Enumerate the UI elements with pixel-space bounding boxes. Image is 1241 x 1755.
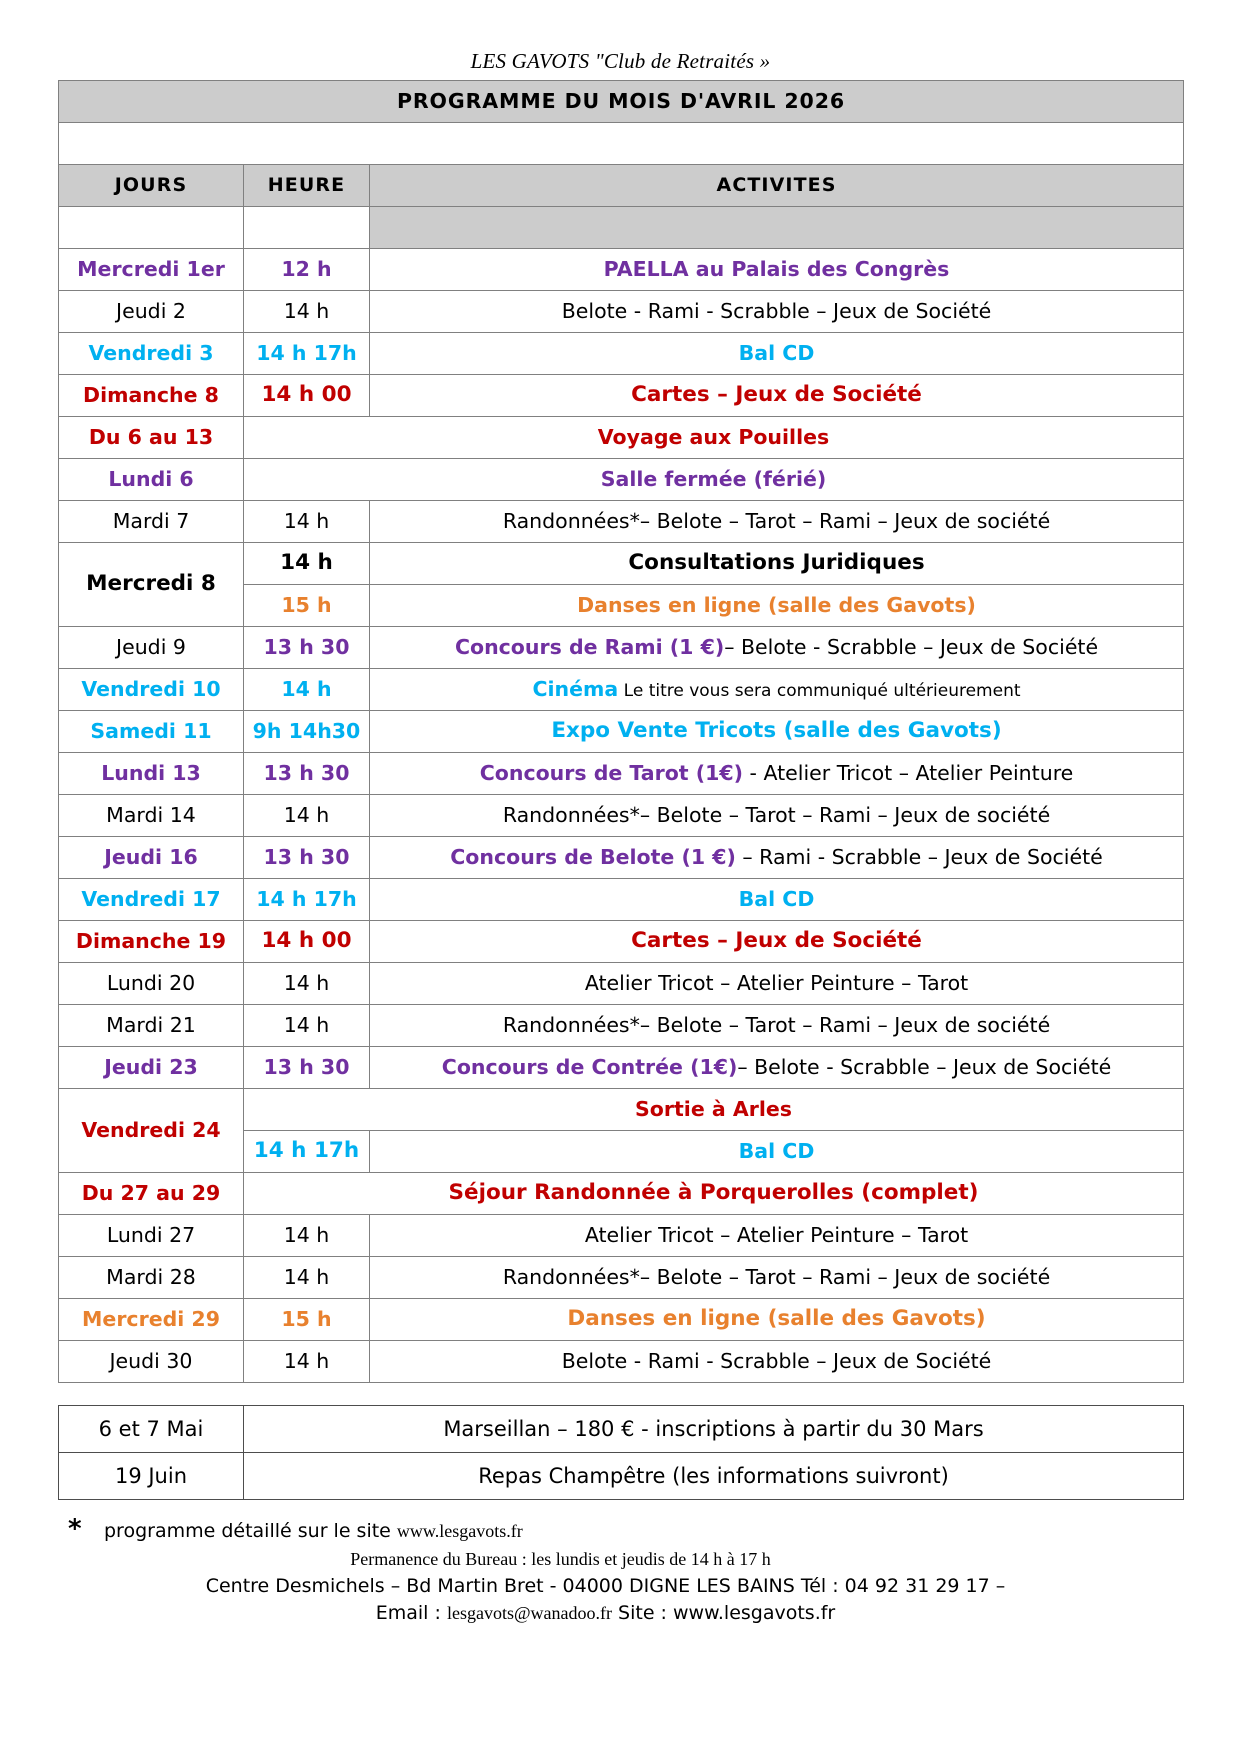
row-activity: Randonnées*– Belote – Tarot – Rami – Jeux de société [370, 795, 1184, 837]
row-activity: Danses en ligne (salle des Gavots) [370, 585, 1184, 627]
row-time: 14 h 00 [244, 375, 370, 417]
program-banner: PROGRAMME DU MOIS D'AVRIL 2026 [59, 81, 1184, 123]
banner-row [59, 81, 1184, 123]
row-activity: Atelier Tricot – Atelier Peinture – Tarot [370, 1215, 1184, 1257]
row-day: Jeudi 23 [59, 1047, 244, 1089]
footer-note-line [58, 1514, 1183, 1544]
row-activity: Danses en ligne (salle des Gavots) [370, 1299, 1184, 1341]
table-row [59, 1406, 1184, 1453]
row-activity: Cartes – Jeux de Société [370, 921, 1184, 963]
schedule-table [58, 80, 1184, 1383]
event-info: Marseillan – 180 € - inscriptions à partir du 30 Mars [244, 1406, 1184, 1453]
row-day: Jeudi 9 [59, 627, 244, 669]
table-row [59, 291, 1184, 333]
row-activity-rest: Le titre vous sera communiqué ultérieurement [618, 680, 1021, 701]
table-row [59, 711, 1184, 753]
row-activity [370, 837, 1184, 879]
footer-note-label: programme détaillé sur le site [104, 1520, 397, 1542]
row-activity-highlight: Concours de Tarot (1€) [479, 760, 744, 785]
table-row [59, 1089, 1184, 1131]
row-day: Mardi 28 [59, 1257, 244, 1299]
row-time: 14 h [244, 795, 370, 837]
table-row [59, 459, 1184, 501]
row-activity-rest: – Belote - Scrabble – Jeux de Société [724, 634, 1099, 659]
row-activity: Expo Vente Tricots (salle des Gavots) [370, 711, 1184, 753]
row-activity: Atelier Tricot – Atelier Peinture – Tarot [370, 963, 1184, 1005]
row-activity-rest: - Atelier Tricot – Atelier Peinture [743, 760, 1074, 785]
event-date: 6 et 7 Mai [59, 1406, 244, 1453]
row-time: 14 h [244, 1005, 370, 1047]
row-time: 14 h [244, 501, 370, 543]
table-row [59, 375, 1184, 417]
row-day: Mercredi 8 [59, 543, 244, 627]
row-activity: Sortie à Arles [244, 1089, 1184, 1131]
table-row [59, 837, 1184, 879]
row-activity: Belote - Rami - Scrabble – Jeux de Société [370, 291, 1184, 333]
asterisk-icon: * [68, 1514, 82, 1544]
table-row [59, 1173, 1184, 1215]
row-time: 14 h 17h [244, 879, 370, 921]
row-time: 12 h [244, 249, 370, 291]
row-activity: Salle fermée (férié) [244, 459, 1184, 501]
banner-spacer-row [59, 123, 1184, 165]
row-activity-highlight: Concours de Contrée (1€) [441, 1054, 738, 1079]
row-day: Vendredi 24 [59, 1089, 244, 1173]
header-activites: ACTIVITES [370, 165, 1184, 207]
schedule-table-wrap [0, 80, 1241, 1383]
row-day: Lundi 20 [59, 963, 244, 1005]
table-row [59, 963, 1184, 1005]
row-day: Mardi 14 [59, 795, 244, 837]
footer-site-url: www.lesgavots.fr [673, 1602, 836, 1624]
event-date: 19 Juin [59, 1453, 244, 1500]
row-day: Samedi 11 [59, 711, 244, 753]
footer [0, 1514, 1241, 1624]
table-row [59, 1299, 1184, 1341]
row-activity: Séjour Randonnée à Porquerolles (complet) [244, 1173, 1184, 1215]
row-day: Vendredi 17 [59, 879, 244, 921]
row-time: 15 h [244, 585, 370, 627]
row-time: 14 h [244, 963, 370, 1005]
table-row [59, 1047, 1184, 1089]
row-activity: Randonnées*– Belote – Tarot – Rami – Jeux de société [370, 501, 1184, 543]
footer-site-label: Site : [612, 1602, 673, 1624]
row-day: Mardi 21 [59, 1005, 244, 1047]
row-activity: Bal CD [370, 1131, 1184, 1173]
row-time: 14 h 00 [244, 921, 370, 963]
row-time: 14 h [244, 1257, 370, 1299]
table-row [59, 921, 1184, 963]
row-activity-highlight: Concours de Rami (1 €) [454, 634, 725, 659]
banner-spacer [59, 123, 1184, 165]
row-activity: PAELLA au Palais des Congrès [370, 249, 1184, 291]
table-row [59, 627, 1184, 669]
row-day: Mardi 7 [59, 501, 244, 543]
row-time: 13 h 30 [244, 837, 370, 879]
table-row [59, 1257, 1184, 1299]
row-activity: Bal CD [370, 879, 1184, 921]
column-header-pad-row [59, 207, 1184, 249]
upcoming-events-table-wrap [0, 1405, 1241, 1500]
header-pad-heure [244, 207, 370, 249]
row-activity [370, 753, 1184, 795]
row-day: Lundi 6 [59, 459, 244, 501]
row-time: 14 h [244, 543, 370, 585]
row-activity: Voyage aux Pouilles [244, 417, 1184, 459]
row-activity: Cartes – Jeux de Société [370, 375, 1184, 417]
row-day: Lundi 13 [59, 753, 244, 795]
row-activity: Bal CD [370, 333, 1184, 375]
row-time: 13 h 30 [244, 627, 370, 669]
table-row [59, 1341, 1184, 1383]
row-activity: Randonnées*– Belote – Tarot – Rami – Jeux de société [370, 1257, 1184, 1299]
header-heure: HEURE [244, 165, 370, 207]
row-activity: Belote - Rami - Scrabble – Jeux de Société [370, 1341, 1184, 1383]
row-activity-rest: – Rami - Scrabble – Jeux de Société [735, 844, 1103, 869]
column-header-row [59, 165, 1184, 207]
header-jours: JOURS [59, 165, 244, 207]
footer-address: Centre Desmichels – Bd Martin Bret - 04000 DIGNE LES BAINS Tél : 04 92 31 29 17 – [205, 1575, 1006, 1597]
row-day: Dimanche 19 [59, 921, 244, 963]
table-row [59, 417, 1184, 459]
row-activity: Randonnées*– Belote – Tarot – Rami – Jeux de société [370, 1005, 1184, 1047]
footer-note-url: www.lesgavots.fr [396, 1521, 523, 1541]
row-time: 15 h [244, 1299, 370, 1341]
row-activity [370, 1047, 1184, 1089]
table-row [59, 333, 1184, 375]
table-row [59, 753, 1184, 795]
club-title: LES GAVOTS "Club de Retraités » [470, 49, 771, 73]
row-day: Vendredi 10 [59, 669, 244, 711]
row-time: 14 h [244, 291, 370, 333]
row-day: Jeudi 30 [59, 1341, 244, 1383]
row-time: 14 h 17h [244, 333, 370, 375]
table-row [59, 1453, 1184, 1500]
row-day: Jeudi 16 [59, 837, 244, 879]
row-time: 13 h 30 [244, 753, 370, 795]
table-row [59, 879, 1184, 921]
row-activity-rest: – Belote - Scrabble – Jeux de Société [737, 1054, 1112, 1079]
row-day: Dimanche 8 [59, 375, 244, 417]
row-activity: Consultations Juridiques [370, 543, 1184, 585]
footer-note-text [104, 1520, 523, 1542]
footer-email-label: Email : [375, 1602, 447, 1624]
table-row [59, 543, 1184, 585]
event-info: Repas Champêtre (les informations suivront) [244, 1453, 1184, 1500]
upcoming-events-table [58, 1405, 1184, 1500]
table-row [59, 501, 1184, 543]
table-row [59, 249, 1184, 291]
header-pad-jours [59, 207, 244, 249]
table-row [59, 669, 1184, 711]
row-time: 14 h [244, 669, 370, 711]
footer-contact [58, 1602, 1183, 1624]
row-day: Vendredi 3 [59, 333, 244, 375]
row-day: Lundi 27 [59, 1215, 244, 1257]
row-activity-highlight: Cinéma [532, 676, 619, 701]
table-row [59, 1215, 1184, 1257]
row-time: 9h 14h30 [244, 711, 370, 753]
footer-office-hours: Permanence du Bureau : les lundis et jeudis de 14 h à 17 h [350, 1549, 771, 1569]
row-day: Mercredi 1er [59, 249, 244, 291]
row-time: 14 h [244, 1215, 370, 1257]
row-time: 13 h 30 [244, 1047, 370, 1089]
row-activity [370, 627, 1184, 669]
row-time: 14 h [244, 1341, 370, 1383]
row-day: Du 27 au 29 [59, 1173, 244, 1215]
header-pad-activites [370, 207, 1184, 249]
row-day: Jeudi 2 [59, 291, 244, 333]
row-activity-highlight: Concours de Belote (1 €) [450, 844, 736, 869]
table-row [59, 795, 1184, 837]
row-day: Mercredi 29 [59, 1299, 244, 1341]
row-activity [370, 669, 1184, 711]
footer-email-address: lesgavots@wanadoo.fr [446, 1603, 612, 1623]
row-day: Du 6 au 13 [59, 417, 244, 459]
row-time: 14 h 17h [244, 1131, 370, 1173]
table-row [59, 1005, 1184, 1047]
